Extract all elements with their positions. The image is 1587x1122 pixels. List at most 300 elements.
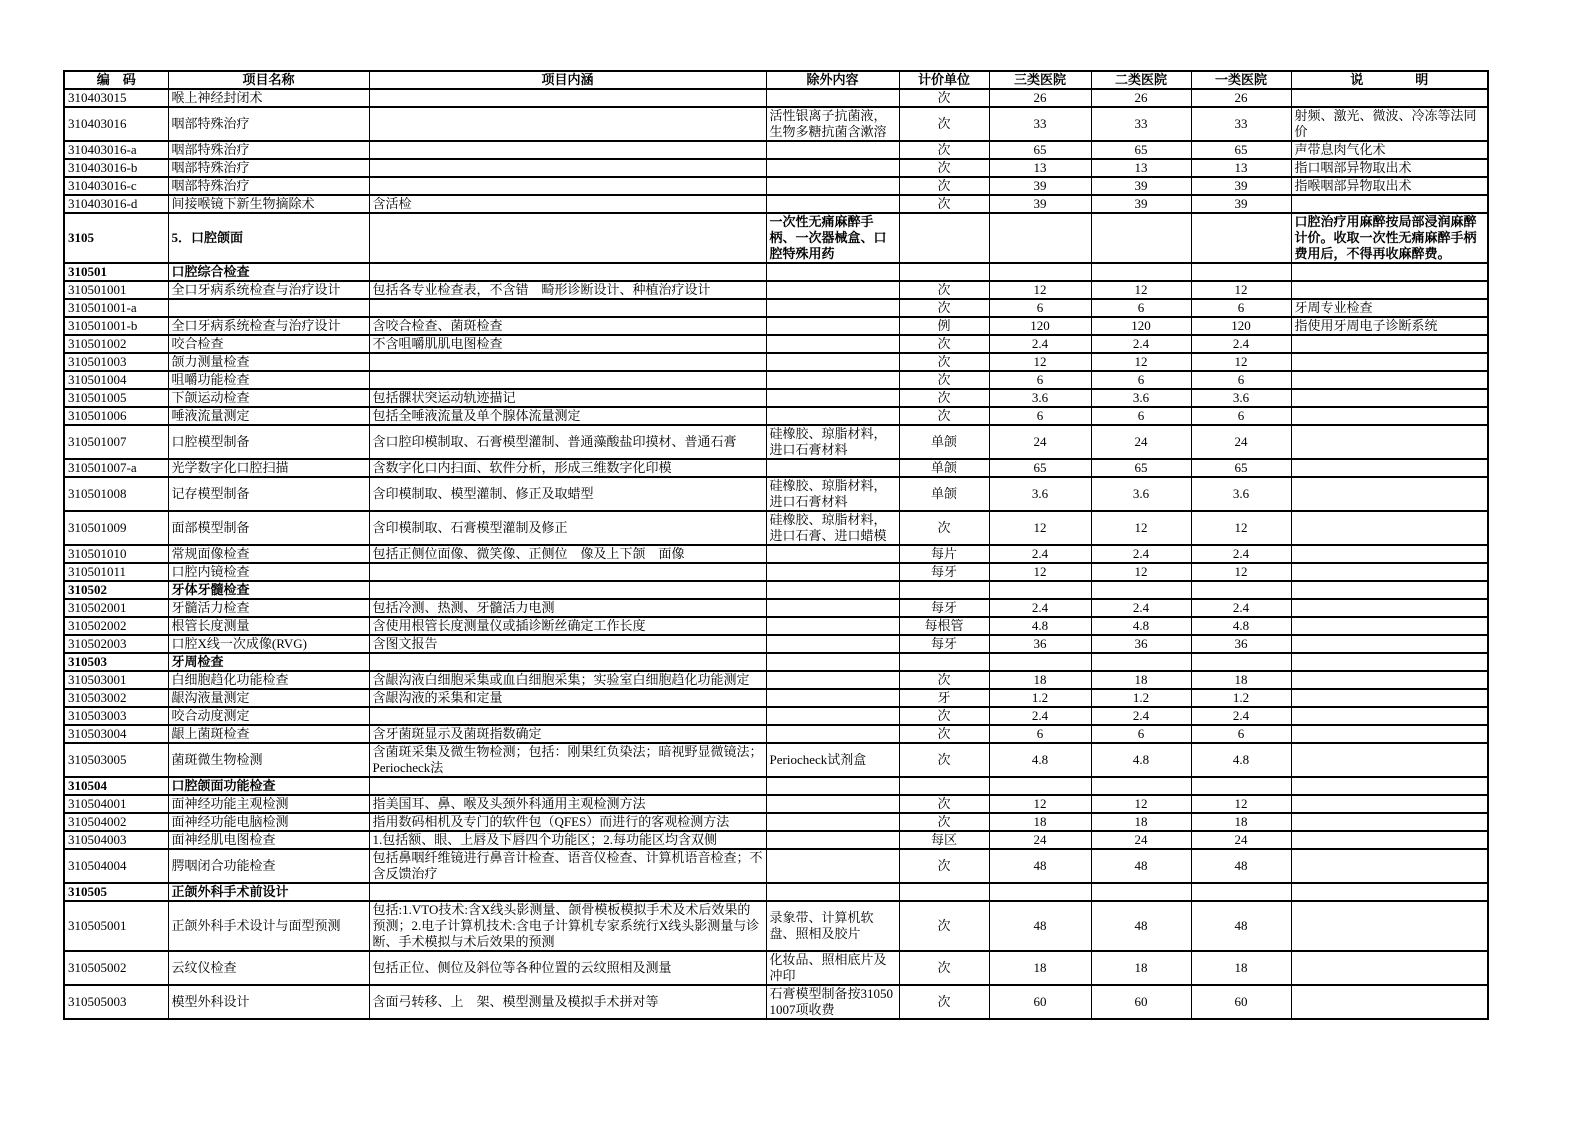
excluded-cell: 活性银离子抗菌液，生物多糖抗菌含漱溶 [766, 107, 899, 141]
h3-cell: 12 [989, 511, 1091, 545]
h2-cell: 6 [1091, 725, 1191, 743]
code-cell: 310501001-a [64, 299, 168, 317]
excluded-cell [766, 831, 899, 849]
h1-cell: 12 [1191, 795, 1291, 813]
h1-cell [1191, 581, 1291, 599]
table-row [64, 689, 1488, 707]
excluded-cell [766, 707, 899, 725]
content-cell [369, 353, 766, 371]
h3-cell [989, 653, 1091, 671]
name-cell: 正颌外科手术前设计 [168, 883, 369, 901]
name-cell: 光学数字化口腔扫描 [168, 459, 369, 477]
content-cell: 指用数码相机及专门的软件包（QFES）而进行的客观检测方法 [369, 813, 766, 831]
name-cell: 牙体牙髓检查 [168, 581, 369, 599]
column-header-h2: 二类医院 [1091, 71, 1191, 89]
excluded-cell [766, 371, 899, 389]
name-cell: 全口牙病系统检查与治疗设计 [168, 281, 369, 299]
content-cell: 指美国耳、鼻、喉及头颈外科通用主观检测方法 [369, 795, 766, 813]
note-cell: 指喉咽部异物取出术 [1291, 177, 1488, 195]
name-cell [168, 299, 369, 317]
h3-cell: 2.4 [989, 707, 1091, 725]
unit-cell: 牙 [899, 689, 989, 707]
code-cell: 310505 [64, 883, 168, 901]
code-cell: 310403016-d [64, 195, 168, 213]
unit-cell: 次 [899, 407, 989, 425]
content-cell [369, 107, 766, 141]
code-cell: 310502001 [64, 599, 168, 617]
h2-cell: 26 [1091, 89, 1191, 107]
note-cell [1291, 689, 1488, 707]
excluded-cell [766, 563, 899, 581]
content-cell: 含咬合检查、菌斑检查 [369, 317, 766, 335]
h2-cell: 6 [1091, 407, 1191, 425]
unit-cell: 每牙 [899, 563, 989, 581]
code-cell: 310504004 [64, 849, 168, 883]
note-cell [1291, 985, 1488, 1019]
h1-cell: 18 [1191, 813, 1291, 831]
content-cell: 含活检 [369, 195, 766, 213]
h2-cell: 12 [1091, 353, 1191, 371]
h2-cell: 2.4 [1091, 335, 1191, 353]
code-cell: 310504 [64, 777, 168, 795]
content-cell: 包括正位、侧位及斜位等各种位置的云纹照相及测量 [369, 951, 766, 985]
h1-cell [1191, 213, 1291, 263]
table-row [64, 281, 1488, 299]
content-cell [369, 177, 766, 195]
h2-cell: 39 [1091, 195, 1191, 213]
table-row [64, 299, 1488, 317]
note-cell [1291, 795, 1488, 813]
table-row [64, 725, 1488, 743]
h3-cell: 18 [989, 671, 1091, 689]
h3-cell: 48 [989, 901, 1091, 951]
section-row [64, 777, 1488, 795]
h1-cell: 18 [1191, 671, 1291, 689]
h1-cell: 24 [1191, 425, 1291, 459]
h3-cell: 39 [989, 195, 1091, 213]
section-row [64, 883, 1488, 901]
table-row [64, 545, 1488, 563]
content-cell: 1.包括额、眼、上唇及下唇四个功能区；2.每功能区均含双侧 [369, 831, 766, 849]
unit-cell: 次 [899, 985, 989, 1019]
h1-cell: 6 [1191, 725, 1291, 743]
content-cell [369, 141, 766, 159]
table-row [64, 107, 1488, 141]
content-cell: 包括髁状突运动轨迹描记 [369, 389, 766, 407]
h1-cell [1191, 653, 1291, 671]
content-cell: 含使用根管长度测量仪或插诊断丝确定工作长度 [369, 617, 766, 635]
table-row [64, 599, 1488, 617]
h1-cell: 12 [1191, 563, 1291, 581]
h3-cell: 120 [989, 317, 1091, 335]
h2-cell [1091, 581, 1191, 599]
table-row [64, 985, 1488, 1019]
excluded-cell [766, 195, 899, 213]
unit-cell: 次 [899, 195, 989, 213]
h2-cell: 33 [1091, 107, 1191, 141]
h1-cell: 18 [1191, 951, 1291, 985]
table-row [64, 425, 1488, 459]
table-row [64, 335, 1488, 353]
excluded-cell: 硅橡胶、琼脂材料，进口石膏材料 [766, 425, 899, 459]
h1-cell: 48 [1191, 901, 1291, 951]
h2-cell: 36 [1091, 635, 1191, 653]
name-cell: 模型外科设计 [168, 985, 369, 1019]
h1-cell: 1.2 [1191, 689, 1291, 707]
note-cell [1291, 511, 1488, 545]
code-cell: 310403016-c [64, 177, 168, 195]
content-cell [369, 707, 766, 725]
h2-cell [1091, 263, 1191, 281]
excluded-cell [766, 883, 899, 901]
note-cell [1291, 901, 1488, 951]
excluded-cell [766, 671, 899, 689]
h3-cell: 3.6 [989, 477, 1091, 511]
table-row [64, 707, 1488, 725]
unit-cell: 单颌 [899, 459, 989, 477]
h2-cell [1091, 653, 1191, 671]
h2-cell: 12 [1091, 511, 1191, 545]
excluded-cell [766, 177, 899, 195]
code-cell: 310501001 [64, 281, 168, 299]
h2-cell: 24 [1091, 831, 1191, 849]
table-row [64, 477, 1488, 511]
excluded-cell [766, 159, 899, 177]
h1-cell [1191, 777, 1291, 795]
name-cell: 龈上菌斑检查 [168, 725, 369, 743]
unit-cell: 次 [899, 335, 989, 353]
note-cell [1291, 725, 1488, 743]
table-header [64, 71, 1488, 89]
unit-cell [899, 263, 989, 281]
excluded-cell [766, 141, 899, 159]
unit-cell: 每牙 [899, 635, 989, 653]
name-cell: 5．口腔颌面 [168, 213, 369, 263]
excluded-cell [766, 635, 899, 653]
h1-cell: 3.6 [1191, 477, 1291, 511]
h1-cell: 65 [1191, 459, 1291, 477]
table-row [64, 371, 1488, 389]
h2-cell: 6 [1091, 299, 1191, 317]
unit-cell: 单颌 [899, 477, 989, 511]
name-cell: 咽部特殊治疗 [168, 177, 369, 195]
excluded-cell [766, 407, 899, 425]
code-cell: 310403016-b [64, 159, 168, 177]
name-cell: 白细胞趋化功能检查 [168, 671, 369, 689]
h3-cell: 6 [989, 725, 1091, 743]
code-cell: 310501010 [64, 545, 168, 563]
content-cell [369, 263, 766, 281]
note-cell [1291, 281, 1488, 299]
code-cell: 310503002 [64, 689, 168, 707]
name-cell: 面部模型制备 [168, 511, 369, 545]
code-cell: 310503005 [64, 743, 168, 777]
h3-cell [989, 581, 1091, 599]
h2-cell: 6 [1091, 371, 1191, 389]
h2-cell: 3.6 [1091, 477, 1191, 511]
unit-cell: 例 [899, 317, 989, 335]
unit-cell [899, 653, 989, 671]
section-row [64, 581, 1488, 599]
column-header-content: 项目内涵 [369, 71, 766, 89]
note-cell [1291, 389, 1488, 407]
name-cell: 记存模型制备 [168, 477, 369, 511]
name-cell: 咀嚼功能检查 [168, 371, 369, 389]
h2-cell [1091, 213, 1191, 263]
table-row [64, 353, 1488, 371]
table-row [64, 195, 1488, 213]
content-cell: 包括正侧位面像、微笑像、正侧位 像及上下颌 面像 [369, 545, 766, 563]
name-cell: 牙周检查 [168, 653, 369, 671]
h1-cell: 6 [1191, 299, 1291, 317]
excluded-cell [766, 281, 899, 299]
table-body [64, 89, 1488, 1019]
table-row [64, 671, 1488, 689]
name-cell: 龈沟液量测定 [168, 689, 369, 707]
note-cell [1291, 335, 1488, 353]
unit-cell: 次 [899, 901, 989, 951]
code-cell: 310504003 [64, 831, 168, 849]
h3-cell [989, 777, 1091, 795]
unit-cell: 次 [899, 107, 989, 141]
h1-cell: 39 [1191, 195, 1291, 213]
name-cell: 口腔颌面功能检查 [168, 777, 369, 795]
note-cell [1291, 563, 1488, 581]
h1-cell: 24 [1191, 831, 1291, 849]
content-cell: 含印模制取、模型灌制、修正及取蜡型 [369, 477, 766, 511]
excluded-cell: 化妆品、照相底片及冲印 [766, 951, 899, 985]
name-cell: 咽部特殊治疗 [168, 107, 369, 141]
h1-cell [1191, 263, 1291, 281]
h3-cell: 39 [989, 177, 1091, 195]
note-cell [1291, 831, 1488, 849]
name-cell: 咬合动度测定 [168, 707, 369, 725]
table-row [64, 141, 1488, 159]
note-cell [1291, 671, 1488, 689]
content-cell: 包括冷测、热测、牙髓活力电测 [369, 599, 766, 617]
note-cell [1291, 599, 1488, 617]
h2-cell: 120 [1091, 317, 1191, 335]
unit-cell: 次 [899, 281, 989, 299]
h1-cell: 3.6 [1191, 389, 1291, 407]
unit-cell: 次 [899, 511, 989, 545]
name-cell: 咽部特殊治疗 [168, 141, 369, 159]
excluded-cell: 石膏模型制备按310501007项收费 [766, 985, 899, 1019]
unit-cell: 次 [899, 353, 989, 371]
h3-cell: 12 [989, 563, 1091, 581]
content-cell [369, 563, 766, 581]
name-cell: 口腔内镜检查 [168, 563, 369, 581]
excluded-cell [766, 317, 899, 335]
code-cell: 310403016-a [64, 141, 168, 159]
h2-cell: 2.4 [1091, 545, 1191, 563]
h2-cell [1091, 777, 1191, 795]
name-cell: 牙髓活力检查 [168, 599, 369, 617]
note-cell [1291, 477, 1488, 511]
content-cell: 不含咀嚼肌肌电图检查 [369, 335, 766, 353]
column-header-code: 编 码 [64, 71, 168, 89]
column-header-h1: 一类医院 [1191, 71, 1291, 89]
note-cell [1291, 425, 1488, 459]
content-cell [369, 777, 766, 795]
h1-cell: 33 [1191, 107, 1291, 141]
code-cell: 310502 [64, 581, 168, 599]
unit-cell: 次 [899, 743, 989, 777]
h3-cell: 1.2 [989, 689, 1091, 707]
h2-cell: 1.2 [1091, 689, 1191, 707]
excluded-cell [766, 299, 899, 317]
h1-cell: 2.4 [1191, 335, 1291, 353]
content-cell: 含口腔印模制取、石膏模型灌制、普通藻酸盐印摸材、普通石膏 [369, 425, 766, 459]
h1-cell: 6 [1191, 407, 1291, 425]
name-cell: 咬合检查 [168, 335, 369, 353]
code-cell: 310503001 [64, 671, 168, 689]
excluded-cell [766, 849, 899, 883]
excluded-cell [766, 777, 899, 795]
note-cell [1291, 849, 1488, 883]
content-cell [369, 89, 766, 107]
excluded-cell [766, 263, 899, 281]
h1-cell: 4.8 [1191, 617, 1291, 635]
code-cell: 310501001-b [64, 317, 168, 335]
h1-cell: 26 [1191, 89, 1291, 107]
name-cell: 咽部特殊治疗 [168, 159, 369, 177]
code-cell: 310504001 [64, 795, 168, 813]
excluded-cell [766, 353, 899, 371]
code-cell: 310505003 [64, 985, 168, 1019]
h1-cell: 2.4 [1191, 599, 1291, 617]
h3-cell: 6 [989, 407, 1091, 425]
h3-cell: 12 [989, 353, 1091, 371]
h2-cell: 18 [1091, 813, 1191, 831]
name-cell: 面神经功能电脑检测 [168, 813, 369, 831]
h3-cell [989, 883, 1091, 901]
code-cell: 310501003 [64, 353, 168, 371]
excluded-cell: 一次性无痛麻醉手柄、一次器械盒、口腔特殊用药 [766, 213, 899, 263]
table-row [64, 743, 1488, 777]
content-cell: 包括全唾液流量及单个腺体流量测定 [369, 407, 766, 425]
h1-cell: 2.4 [1191, 545, 1291, 563]
code-cell: 310503004 [64, 725, 168, 743]
content-cell: 含菌斑采集及微生物检测；包括：刚果红负染法；暗视野显微镜法；Periocheck法 [369, 743, 766, 777]
excluded-cell [766, 389, 899, 407]
h1-cell: 39 [1191, 177, 1291, 195]
h2-cell: 2.4 [1091, 707, 1191, 725]
excluded-cell: Periocheck试剂盒 [766, 743, 899, 777]
note-cell [1291, 813, 1488, 831]
h3-cell: 18 [989, 813, 1091, 831]
content-cell: 包括鼻咽纤维镜进行鼻音计检查、语音仪检查、计算机语音检查；不含反馈治疗 [369, 849, 766, 883]
h3-cell: 65 [989, 141, 1091, 159]
h1-cell [1191, 883, 1291, 901]
excluded-cell: 硅橡胶、琼脂材料，进口石膏、进口蜡模 [766, 511, 899, 545]
note-cell [1291, 581, 1488, 599]
unit-cell: 每牙 [899, 599, 989, 617]
content-cell [369, 581, 766, 599]
unit-cell: 次 [899, 671, 989, 689]
table-row [64, 459, 1488, 477]
name-cell: 口腔综合检查 [168, 263, 369, 281]
name-cell: 面神经功能主观检测 [168, 795, 369, 813]
h1-cell: 36 [1191, 635, 1291, 653]
unit-cell: 每根管 [899, 617, 989, 635]
code-cell: 310501007-a [64, 459, 168, 477]
name-cell: 正颌外科手术设计与面型预测 [168, 901, 369, 951]
excluded-cell [766, 689, 899, 707]
name-cell: 口腔X线一次成像(RVG) [168, 635, 369, 653]
excluded-cell [766, 581, 899, 599]
code-cell: 310501 [64, 263, 168, 281]
code-cell: 310501007 [64, 425, 168, 459]
unit-cell: 次 [899, 951, 989, 985]
code-cell: 310501005 [64, 389, 168, 407]
content-cell: 包括:1.VTO技术:含X线头影测量、颌骨模板模拟手术及术后效果的预测；2.电子计算机技术:含电子计算机专家系统行X线头影测量与诊断、手术模拟与术后效果的预测 [369, 901, 766, 951]
code-cell: 310503 [64, 653, 168, 671]
code-cell: 310501008 [64, 477, 168, 511]
code-cell: 310501009 [64, 511, 168, 545]
unit-cell [899, 777, 989, 795]
code-cell: 310502003 [64, 635, 168, 653]
h2-cell: 39 [1091, 177, 1191, 195]
name-cell: 常规面像检查 [168, 545, 369, 563]
table-row [64, 177, 1488, 195]
table-row [64, 795, 1488, 813]
unit-cell: 次 [899, 89, 989, 107]
h3-cell: 60 [989, 985, 1091, 1019]
h2-cell: 48 [1091, 901, 1191, 951]
name-cell: 喉上神经封闭术 [168, 89, 369, 107]
h1-cell: 120 [1191, 317, 1291, 335]
unit-cell: 次 [899, 177, 989, 195]
unit-cell: 次 [899, 707, 989, 725]
table-row [64, 813, 1488, 831]
code-cell: 310501011 [64, 563, 168, 581]
h3-cell: 33 [989, 107, 1091, 141]
h2-cell: 13 [1091, 159, 1191, 177]
content-cell: 包括各专业检查表，不含错 畸形诊断设计、种植治疗设计 [369, 281, 766, 299]
note-cell [1291, 653, 1488, 671]
code-cell: 310403015 [64, 89, 168, 107]
unit-cell [899, 213, 989, 263]
h3-cell: 13 [989, 159, 1091, 177]
excluded-cell [766, 813, 899, 831]
name-cell: 腭咽闭合功能检查 [168, 849, 369, 883]
h2-cell: 65 [1091, 141, 1191, 159]
h3-cell [989, 213, 1091, 263]
content-cell [369, 159, 766, 177]
h3-cell: 24 [989, 831, 1091, 849]
code-cell: 310502002 [64, 617, 168, 635]
column-header-h3: 三类医院 [989, 71, 1091, 89]
h1-cell: 48 [1191, 849, 1291, 883]
note-cell: 牙周专业检查 [1291, 299, 1488, 317]
h2-cell: 2.4 [1091, 599, 1191, 617]
note-cell [1291, 707, 1488, 725]
content-cell: 含印模制取、石膏模型灌制及修正 [369, 511, 766, 545]
unit-cell [899, 883, 989, 901]
unit-cell: 次 [899, 389, 989, 407]
code-cell: 310504002 [64, 813, 168, 831]
column-header-excluded: 除外内容 [766, 71, 899, 89]
excluded-cell [766, 617, 899, 635]
h1-cell: 12 [1191, 353, 1291, 371]
section-row [64, 653, 1488, 671]
name-cell: 根管长度测量 [168, 617, 369, 635]
fee-schedule-page [63, 70, 1487, 1020]
h1-cell: 6 [1191, 371, 1291, 389]
content-cell [369, 213, 766, 263]
excluded-cell: 录象带、计算机软盘、照相及胶片 [766, 901, 899, 951]
